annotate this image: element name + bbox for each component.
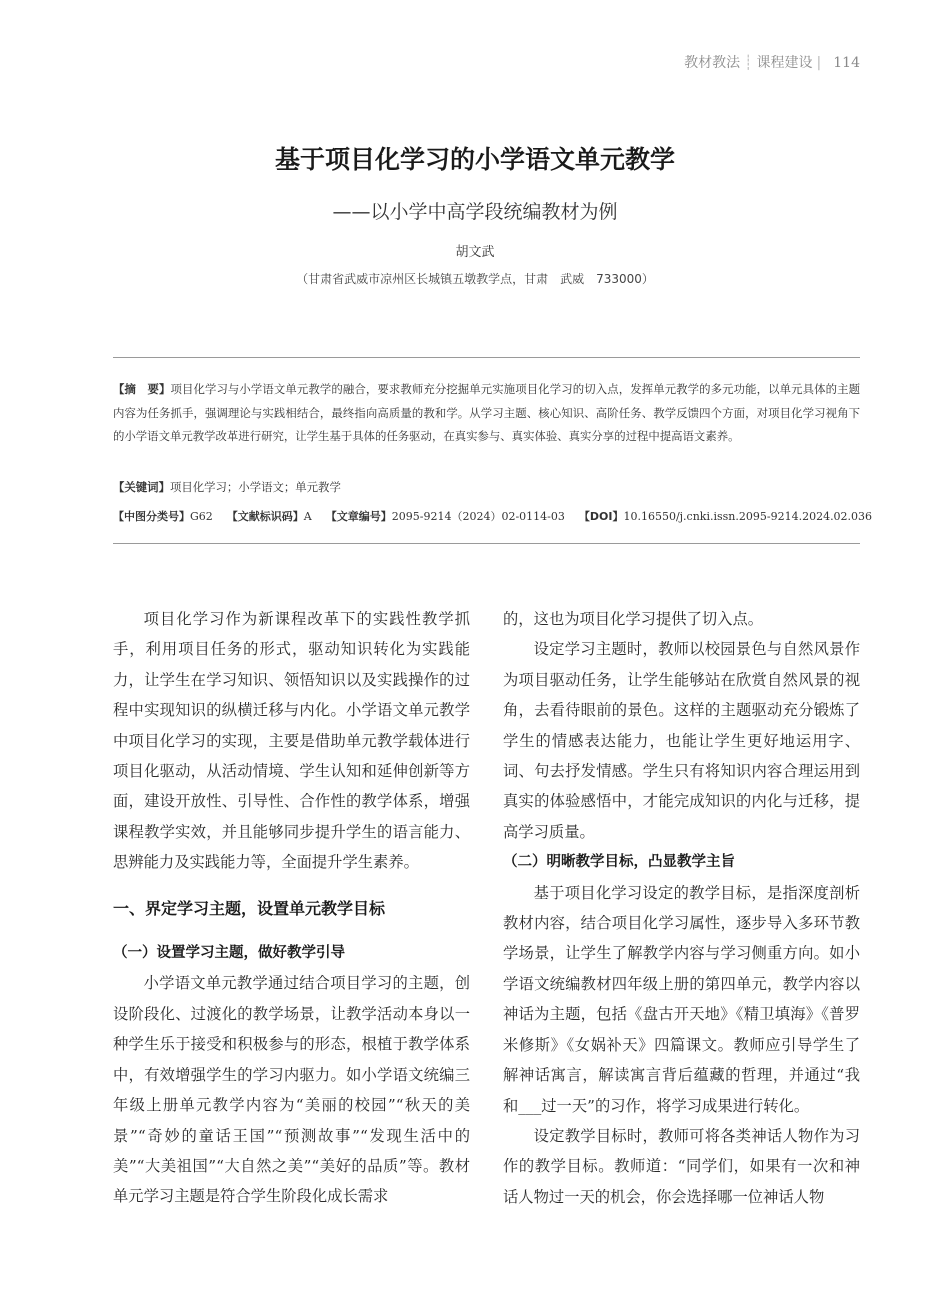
doc-code-label: 【文献标识码】: [226, 510, 304, 523]
clc-item: [113, 510, 213, 523]
header-column: 课程建设: [756, 55, 813, 71]
body-paragraph-4: 设定教学目标时，教师可将各类神话人物作为习作的教学目标。教师道：“同学们，如果有一次和神话人物过一天的机会，你会选择哪一位神话人物: [503, 1126, 860, 1206]
article-number-value: 2095-9214（2024）02-0114-03: [391, 510, 565, 523]
keywords-text: 项目化学习；小学语文；单元教学: [169, 480, 341, 494]
page-number: 114: [833, 55, 860, 71]
right-column: [503, 604, 860, 1212]
subsection-heading-1: （一）设置学习主题，做好教学引导: [113, 945, 345, 962]
header-divider: |: [816, 55, 822, 71]
doi-item: [579, 510, 872, 523]
header-separator: ┊: [744, 55, 753, 71]
left-column: [113, 604, 470, 1212]
bottom-rule: [113, 543, 860, 544]
article-number-label: 【文章编号】: [325, 510, 392, 523]
section-heading-1: 一、界定学习主题，设置单元教学目标: [113, 898, 386, 918]
article-number-item: [326, 510, 565, 523]
abstract-label: 【摘 要】: [113, 382, 171, 396]
author-affiliation: （甘肃省武威市凉州区长城镇五墩教学点，甘肃 武威 733000）: [296, 272, 654, 286]
abstract-text: 项目化学习与小学语文单元教学的融合，要求教师充分挖掘单元实施项目化学习的切入点，发挥单元教学的多元功能，以单元具体的主题内容为任务抓手，强调理论与实践相结合，最终指向高质量的教和学。从学习主题、核心知识、高阶任务、教学反馈四个方面，对项目化学习视角下的小学语文单元教学改革进行研究，让学生基于具体的任务驱动，在真实参与、真实体验、真实分享的过程中提高语文素养。: [113, 382, 860, 443]
abstract: [113, 378, 860, 449]
header-section: 教材教法: [684, 55, 741, 71]
doi-value: 10.16550/j.cnki.issn.2095-9214.2024.02.036: [623, 510, 873, 523]
article-subtitle: ——以小学中高学段统编教材为例: [332, 201, 618, 223]
running-header: [684, 52, 860, 72]
body-paragraph-1: 小学语文单元教学通过结合项目学习的主题，创设阶段化、过渡化的教学场景，让教学活动本身以一种学生乐于接受和积极参与的形态，根植于教学体系中，有效增强学生的学习内驱力。如小学语文统编三年级上册单元教学内容为“美丽的校园”“秋天的美景”“奇妙的童话王国”“预测故事”“发现生活中的美”“大美祖国”“大自然之美”“美好的品质”等。教材单元学习主题是符合学生阶段化成长需求: [113, 974, 470, 1206]
article-title: 基于项目化学习的小学语文单元教学: [274, 145, 675, 174]
doc-code-item: [227, 510, 312, 523]
keywords: [113, 479, 341, 495]
keywords-label: 【关键词】: [113, 480, 170, 494]
continued-paragraph: 的，这也为项目化学习提供了切入点。: [503, 610, 764, 628]
top-rule: [113, 357, 860, 358]
doi-label: 【DOI】: [578, 510, 624, 523]
subsection-heading-2: （二）明晰教学目标，凸显教学主旨: [503, 854, 735, 871]
intro-paragraph: 项目化学习作为新课程改革下的实践性教学抓手，利用项目任务的形式，驱动知识转化为实践能力，让学生在学习知识、领悟知识以及实践操作的过程中实现知识的纵横迁移与内化。小学语文单元教学中项目化学习的实现，主要是借助单元教学载体进行项目化驱动，从活动情境、学生认知和延伸创新等方面，建设开放性、引导性、合作性的教学体系，增强课程教学实效，并且能够同步提升学生的语言能力、思辨能力及实践能力等，全面提升学生素养。: [113, 610, 470, 872]
clc-label: 【中图分类号】: [113, 510, 190, 523]
body-paragraph-2: 设定学习主题时，教师以校园景色与自然风景作为项目驱动任务，让学生能够站在欣赏自然风景的视角，去看待眼前的景色。这样的主题驱动充分锻炼了学生的情感表达能力，也能让学生更好地运用字、词、句去抒发情感。学生只有将知识内容合理运用到真实的体验感悟中，才能完成知识的内化与迁移，提高学习质量。: [503, 640, 860, 841]
author-name: 胡文武: [455, 245, 495, 260]
body-paragraph-3: 基于项目化学习设定的教学目标，是指深度剖析教材内容，结合项目化学习属性，逐步导入多环节教学场景，让学生了解教学内容与学习侧重方向。如小学语文统编教材四年级上册的第四单元，教学内容以神话为主题，包括《盘古开天地》《精卫填海》《普罗米修斯》《女娲补天》四篇课文。教师应引导学生了解神话寓言，解读寓言背后蕴藏的哲理，并通过“我和___过一天”的习作，将学习成果进行转化。: [503, 883, 860, 1115]
doc-code-value: A: [303, 510, 312, 523]
clc-value: G62: [190, 510, 213, 523]
article-meta: [113, 508, 872, 524]
